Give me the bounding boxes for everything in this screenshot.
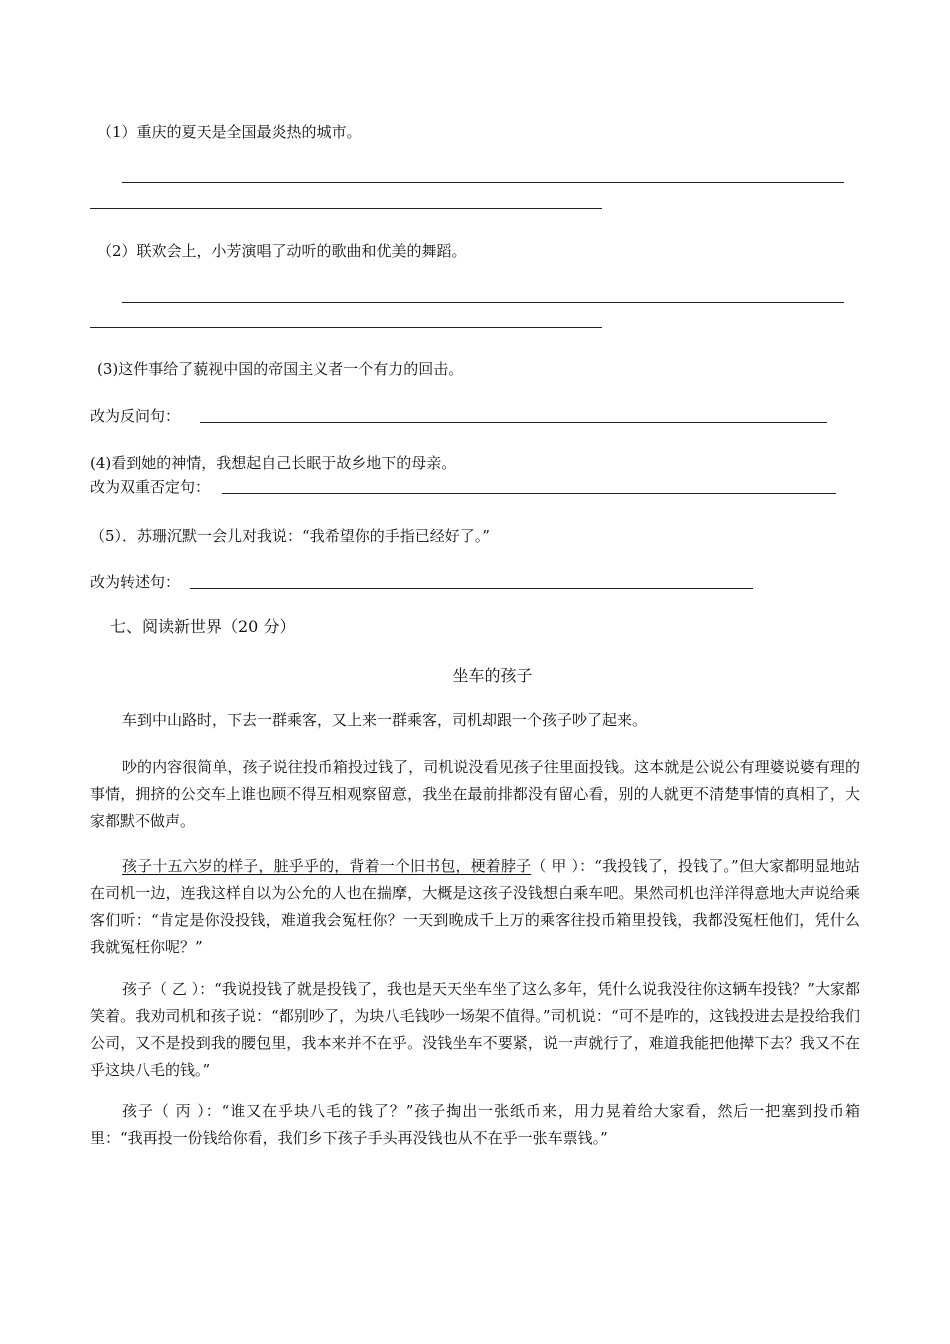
answer-line-2a[interactable] [122,302,844,303]
story-paragraph-1 [90,707,860,734]
answer-line-4[interactable] [222,493,836,494]
answer-line-5[interactable] [190,588,753,589]
exercise-4-prompt: 改为双重否定句： [90,478,211,496]
exercise-5-prompt: 改为转述句： [90,573,181,591]
paragraph-2-text: 吵的内容很简单，孩子说往投币箱投过钱了，司机说没看见孩子往里面投钱。这本就是公说公有理婆说婆有理的事情，拥挤的公交车上谁也顾不得互相观察留意，我坐在最前排都没有留心看，别的人就更不清楚事情的真相了，大家都默不做声。 [90,758,860,830]
exercise-1-text: （1）重庆的夏天是全国最炎热的城市。 [97,123,362,141]
story-title: 坐车的孩子 [452,666,533,685]
exercise-4-text: (4)看到她的神情，我想起自己长眠于故乡地下的母亲。 [90,454,457,472]
paragraph-5-start: 孩子 [122,1102,154,1120]
underlined-sentence: 孩子十五六岁的样子，脏乎乎的，背着一个旧书包，梗着脖子 [122,857,532,875]
story-paragraph-4 [90,976,860,1084]
paragraph-5-rest: ：“谁又在乎块八毛的钱了？”孩子掏出一张纸币来，用力晃着给大家看，然后一把塞到投币箱里：“我再投一份钱给你看，我们乡下孩子手头再没钱也从不在乎一张车票钱。” [90,1102,860,1147]
paragraph-4-start: 孩子 [122,980,153,998]
paragraph-1-text: 车到中山路时，下去一群乘客，又上来一群乘客，司机却跟一个孩子吵了起来。 [122,711,648,729]
paragraph-4-rest: ：“我说投钱了就是投钱了，我也是天天坐车坐了这么多年，凭什么说我没往你这辆车投钱？”大家都笑着。我劝司机和孩子说：“都别吵了，为块八毛钱吵一场架不值得。”司机说：“可不是咋的，这钱投进去是投给我们公司，又不是投到我的腰包里，我本来并不在乎。没钱坐车不要紧，说一声就行了，难道我能把他撵下去？我又不在乎这块八毛的钱。” [90,980,860,1079]
paragraph-3-rest: ：“我投钱了，投钱了。”但大家都明显地站在司机一边，连我这样自以为公允的人也在揣摩，大概是这孩子没钱想白乘车吧。果然司机也洋洋得意地大声说给乘客们听：“肯定是你没投钱，难道我会冤枉你？一天到晚成千上万的乘客往投币箱里投钱，我都没冤枉他们，凭什么我就冤枉你呢？” [90,857,860,956]
exercise-5-text: （5）．苏珊沉默一会儿对我说：“我希望你的手指已经好了。” [90,527,490,545]
exercise-3-prompt: 改为反问句： [90,407,181,425]
answer-line-3[interactable] [200,422,827,423]
exercise-2-text: （2）联欢会上，小芳演唱了动听的歌曲和优美的舞蹈。 [97,242,467,260]
blank-bing[interactable]: （ 丙 ） [153,1102,206,1120]
answer-line-2b[interactable] [90,327,602,328]
story-paragraph-2 [90,754,860,835]
section-heading: 七、阅读新世界（20 分） [110,617,296,636]
story-paragraph-3 [90,853,860,961]
blank-jia[interactable]: （ 甲 ） [531,857,580,875]
story-paragraph-5 [90,1098,860,1152]
exercise-3-text: (3)这件事给了藐视中国的帝国主义者一个有力的回击。 [97,360,464,378]
blank-yi[interactable]: （ 乙 ） [152,980,200,998]
answer-line-1a[interactable] [122,182,844,183]
answer-line-1b[interactable] [90,208,602,209]
